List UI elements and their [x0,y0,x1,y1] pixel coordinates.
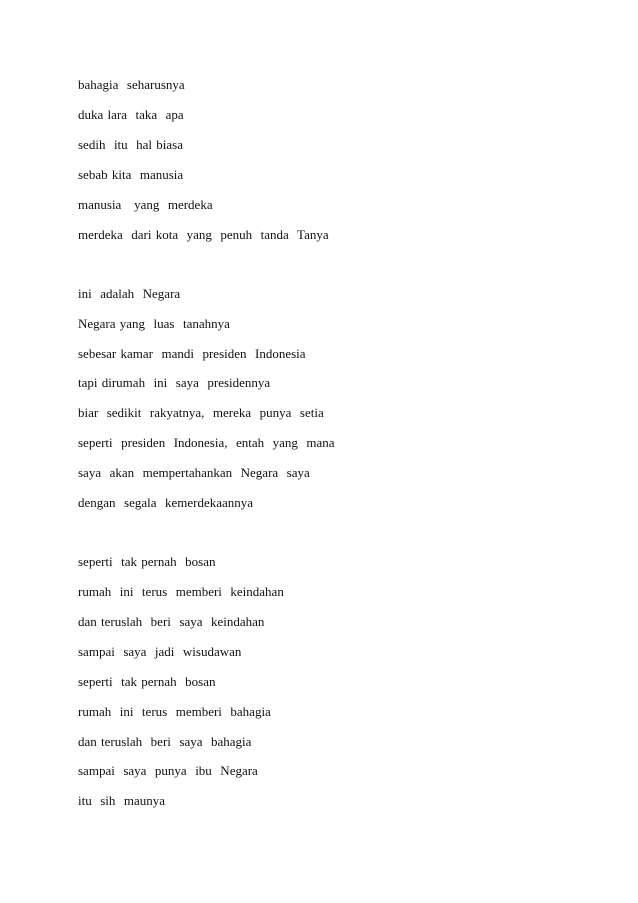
poem-line: dan teruslah beri saya keindahan [78,614,265,629]
poem-line: sebesar kamar mandi presiden Indonesia [78,346,306,361]
poem-line: biar sedikit rakyatnya, mereka punya setia [78,405,324,420]
poem-line: merdeka dari kota yang penuh tanda Tanya [78,227,329,242]
poem-line: rumah ini terus memberi bahagia [78,704,271,719]
poem-line: duka lara taka apa [78,107,184,122]
poem-line: Negara yang luas tanahnya [78,316,230,331]
poem-line: saya akan mempertahankan Negara saya [78,465,310,480]
poem-line: dengan segala kemerdekaannya [78,495,254,510]
poem-line: seperti tak pernah bosan [78,554,216,569]
poem-line: sedih itu hal biasa [78,137,184,152]
poem-line: sampai saya punya ibu Negara [78,763,258,778]
poem-line: tapi dirumah ini saya presidennya [78,375,271,390]
poem-line: dan teruslah beri saya bahagia [78,734,252,749]
poem-line: sampai saya jadi wisudawan [78,644,242,659]
poem-line: seperti presiden Indonesia, entah yang mana [78,435,335,450]
poem-line: ini adalah Negara [78,286,181,301]
poem-line: itu sih maunya [78,793,166,808]
poem-line: rumah ini terus memberi keindahan [78,584,284,599]
poem-line: sebab kita manusia [78,167,184,182]
poem-line: manusia yang merdeka [78,197,213,212]
poem-line: bahagia seharusnya [78,77,185,92]
poem-line: seperti tak pernah bosan [78,674,216,689]
